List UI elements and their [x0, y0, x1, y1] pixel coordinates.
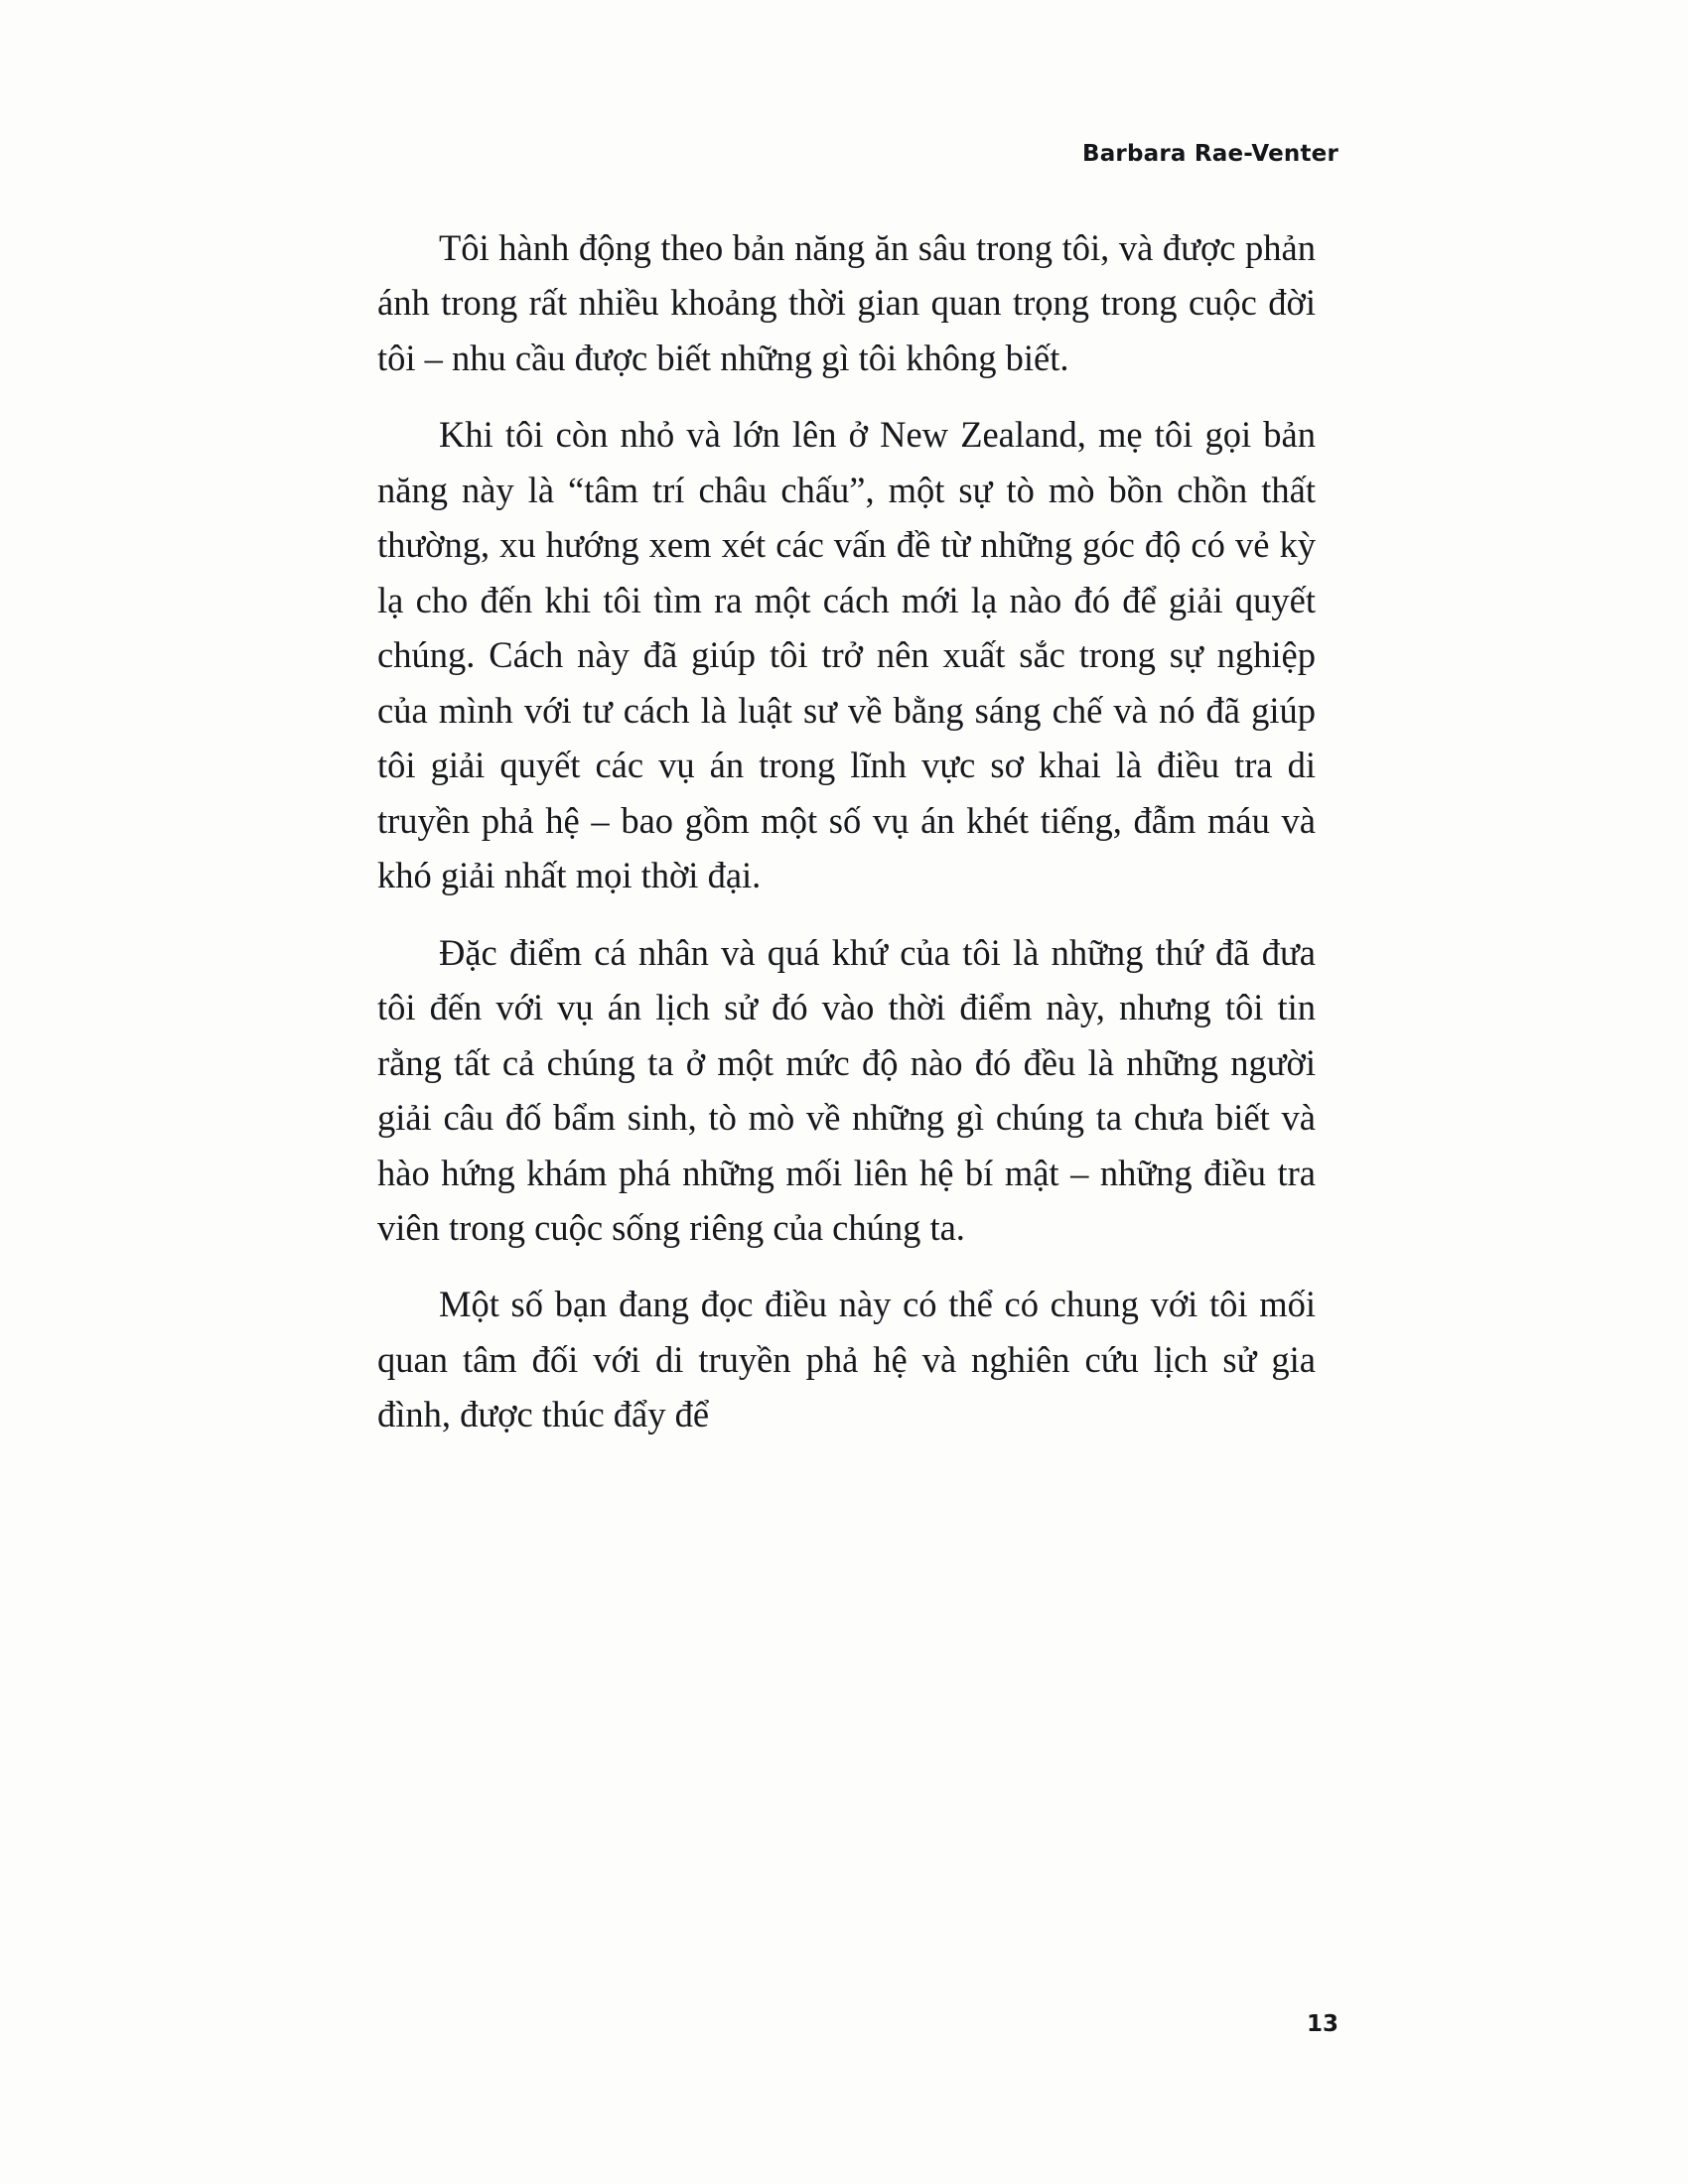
paragraph: Đặc điểm cá nhân và quá khứ của tôi là những thứ đã đưa tôi đến với vụ án lịch sử đó vào thời điểm này, nhưng tôi tin rằng tất cả chúng ta ở một mức độ nào đó đều là những người giải câu đố bẩm sinh, tò mò về những gì chúng ta chưa biết và hào hứng khám phá những mối liên hệ bí mật – những điều tra viên trong cuộc sống riêng của chúng ta.: [377, 931, 1316, 1248]
paragraph: Một số bạn đang đọc điều này có thể có chung với tôi mối quan tâm đối với di truyền phả hệ và nghiên cứu lịch sử gia đình, được thúc đẩy để: [377, 1284, 1316, 1435]
paragraph: Khi tôi còn nhỏ và lớn lên ở New Zealand, mẹ tôi gọi bản năng này là “tâm trí châu chấu”, một sự tò mò bồn chồn thất thường, xu hướng xem xét các vấn đề từ những góc độ có vẻ kỳ lạ cho đến khi tôi tìm ra một cách mới lạ nào đó để giải quyết chúng. Cách này đã giúp tôi trở nên xuất sắc trong sự nghiệp của mình với tư cách là luật sư về bằng sáng chế và nó đã giúp tôi giải quyết các vụ án trong lĩnh vực sơ khai là điều tra di truyền phả hệ – bao gồm một số vụ án khét tiếng, đẫm máu và khó giải nhất mọi thời đại.: [377, 414, 1316, 896]
running-head-author: Barbara Rae-Venter: [1081, 141, 1338, 167]
paragraph: Tôi hành động theo bản năng ăn sâu trong tôi, và được phản ánh trong rất nhiều khoảng thời gian quan trọng trong cuộc đời tôi – nhu cầu được biết những gì tôi không biết.: [377, 227, 1316, 378]
body-text-block: [377, 220, 1316, 1442]
page-number: 13: [1306, 2011, 1338, 2037]
